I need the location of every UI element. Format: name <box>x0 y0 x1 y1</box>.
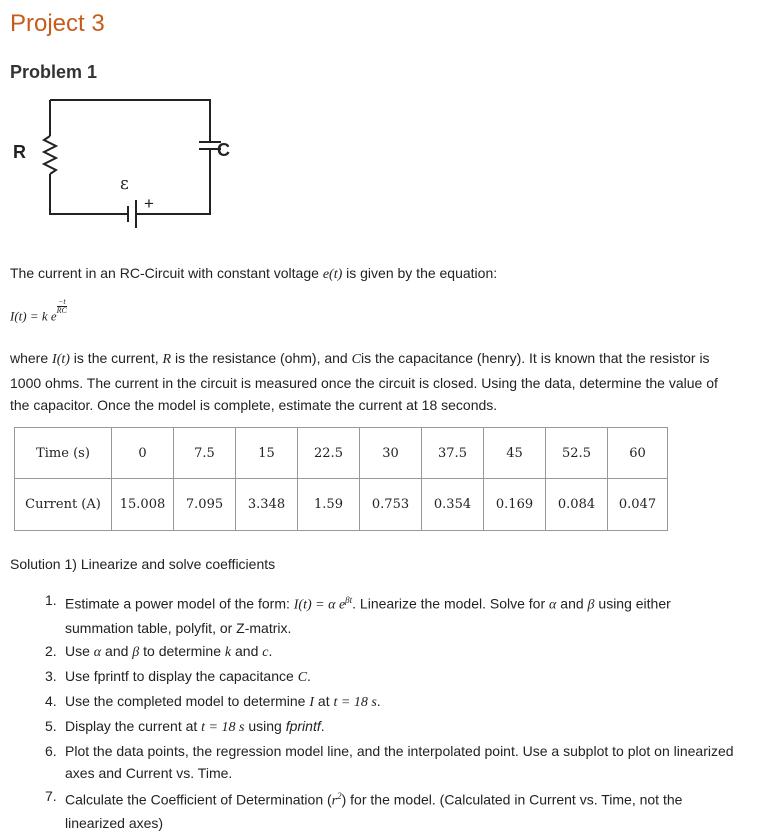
step-text: Use <box>65 642 94 659</box>
step-number: 2. <box>45 642 57 659</box>
battery-plus-label: + <box>144 194 154 213</box>
table-header-cell: Current (A) <box>15 479 112 531</box>
step-text: at <box>314 692 334 709</box>
step-text: ) for the model. (Calculated in Current vs. Time, not the linearized axes) <box>65 791 683 832</box>
table-cell: 0.047 <box>608 479 668 531</box>
step-text: fprintf <box>285 717 321 734</box>
step-text: using <box>244 717 286 734</box>
step-text: Estimate a power model of the form: <box>65 595 294 612</box>
table-cell: 37.5 <box>422 428 484 479</box>
step-number: 1. <box>45 592 57 608</box>
table-row <box>15 428 668 479</box>
table-cell: 22.5 <box>298 428 360 479</box>
step-text: . <box>268 642 273 659</box>
project-title: Project 3 <box>10 10 105 37</box>
table-header-cell: Time (s) <box>15 428 112 479</box>
table-cell: 0 <box>112 428 174 479</box>
step-text: . Linearize the model. Solve for <box>352 595 550 612</box>
step-text: . <box>376 692 381 709</box>
step-text: Use fprintf to display the capacitance <box>65 667 298 684</box>
step-text: 2 <box>337 790 342 801</box>
table-cell: 1.59 <box>298 479 360 531</box>
step-number: 3. <box>45 667 57 684</box>
resistor-label: R <box>13 142 26 162</box>
table-cell: 0.753 <box>360 479 422 531</box>
table-row <box>15 479 668 531</box>
current-equation: I(t) = k e $\frac{-t}{RC}$ <box>10 297 67 324</box>
step-text: I <box>309 694 315 710</box>
step-text: and <box>101 642 133 659</box>
step-text: Calculate the Coefficient of Determination ( <box>65 791 332 808</box>
table-cell: 0.169 <box>484 479 546 531</box>
solution-steps-list <box>45 589 735 835</box>
table-cell: 15 <box>236 428 298 479</box>
step-text: to determine <box>139 642 225 659</box>
list-item <box>45 589 735 639</box>
step-number: 7. <box>45 787 57 804</box>
step-text: C <box>297 669 308 685</box>
step-text: α <box>549 597 557 613</box>
list-item <box>45 665 735 689</box>
data-table <box>14 427 668 531</box>
step-text: and <box>231 642 263 659</box>
step-text: k <box>224 644 232 660</box>
voltage-symbol: e(t) <box>322 267 343 282</box>
step-text: . <box>307 667 311 684</box>
table-cell: 15.008 <box>112 479 174 531</box>
battery-symbol <box>126 200 144 228</box>
step-text: Use the completed model to determine <box>65 692 310 709</box>
table-cell: 60 <box>608 428 668 479</box>
step-text: and <box>556 595 588 612</box>
list-item <box>45 715 735 739</box>
step-number: 6. <box>45 742 57 759</box>
list-item <box>45 640 735 664</box>
step-text: Display the current at <box>65 717 202 734</box>
table-cell: 7.5 <box>174 428 236 479</box>
list-item <box>45 740 735 784</box>
intro-text: The current in an RC-Circuit with constant voltage e(t) is given by the equation: <box>10 265 498 282</box>
step-text: t = 18 s <box>333 694 377 710</box>
equation-exponent: $\frac{-t}{RC}$ <box>56 297 67 315</box>
step-text: t = 18 s <box>201 719 245 735</box>
step-text: α <box>93 644 102 660</box>
rc-circuit-diagram <box>10 90 230 230</box>
list-item <box>45 690 735 714</box>
step-text: βt <box>345 595 353 605</box>
table-cell: 0.084 <box>546 479 608 531</box>
step-text: β <box>132 644 140 660</box>
step-text: r <box>331 793 338 809</box>
step-text: Plot the data points, the regression model line, and the interpolated point. Use a subplot to plot on linearized axes and Current vs. Time. <box>65 742 734 781</box>
table-cell: 0.354 <box>422 479 484 531</box>
list-item <box>45 785 735 835</box>
step-number: 4. <box>45 692 57 709</box>
table-cell: 30 <box>360 428 422 479</box>
step-text: using either summation table, polyfit, or Z-matrix. <box>65 595 671 636</box>
step-text: β <box>587 597 595 613</box>
step-text: c <box>262 644 269 660</box>
step-text: I(t) = α e <box>293 597 346 613</box>
table-cell: 45 <box>484 428 546 479</box>
step-number: 5. <box>45 717 57 734</box>
problem-heading: Problem 1 <box>10 62 98 82</box>
capacitor-label: C <box>217 140 230 160</box>
resistor-symbol <box>44 136 56 174</box>
emf-label: ε <box>120 174 129 194</box>
table-cell: 7.095 <box>174 479 236 531</box>
step-text: . <box>320 717 325 734</box>
solution-heading: Solution 1) Linearize and solve coefficients <box>10 556 276 572</box>
problem-description: where I(t) is the current, R is the resistance (ohm), and Cis the capacitance (henry). It is known that the resistor is 1000 ohms. The current in the circuit is measured once the circuit is closed. Using the data, determine the value of the capacitor. Once the model is complete, estimate the current at 18 seconds. <box>10 350 718 413</box>
table-cell: 3.348 <box>236 479 298 531</box>
table-cell: 52.5 <box>546 428 608 479</box>
